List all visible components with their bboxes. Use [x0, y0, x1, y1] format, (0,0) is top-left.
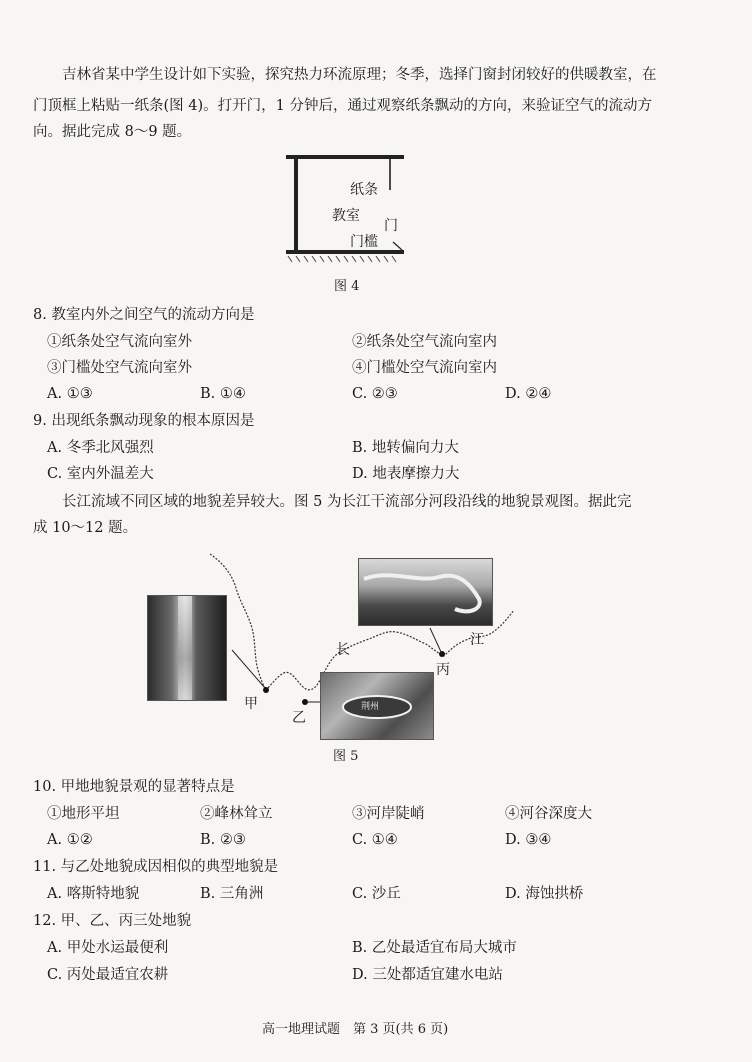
q11-option-d: D. 海蚀拱桥	[505, 886, 584, 902]
q11-stem: 11. 与乙处地貌成因相似的典型地貌是	[33, 859, 279, 875]
intro1-line1: 吉林省某中学生设计如下实验，探究热力环流原理；冬季，选择门窗封闭较好的供暖教室，在	[62, 67, 657, 83]
q12-option-a: A. 甲处水运最便利	[47, 940, 169, 956]
photo-sandbar-text: 荆州	[361, 702, 380, 712]
q12-option-d: D. 三处都适宜建水电站	[352, 967, 503, 983]
q10-option-b: B. ②③	[200, 832, 246, 848]
figure-4	[280, 150, 420, 272]
intro2-line2: 成 10～12 题。	[33, 520, 138, 536]
q8-option-b: B. ①④	[200, 386, 246, 402]
q12-option-c: C. 丙处最适宜农耕	[47, 967, 169, 983]
q10-item-1: ①地形平坦	[47, 806, 120, 822]
q11-option-a: A. 喀斯特地貌	[47, 886, 140, 902]
label-door: 门	[384, 218, 398, 234]
q9-option-b: B. 地转偏向力大	[352, 440, 459, 456]
jia-pointer	[232, 650, 265, 688]
q9-option-a: A. 冬季北风强烈	[47, 440, 154, 456]
figure-4-caption: 图 4	[334, 279, 360, 294]
q10-item-3: ③河岸陡峭	[352, 806, 425, 822]
q8-option-c: C. ②③	[352, 386, 398, 402]
q8-option-d: D. ②④	[505, 386, 552, 402]
q10-item-2: ②峰林耸立	[200, 806, 273, 822]
photo-meander	[358, 558, 493, 626]
label-bing: 丙	[436, 662, 450, 678]
bing-pointer	[430, 628, 442, 654]
q11-option-c: C. 沙丘	[352, 886, 401, 902]
label-yi: 乙	[292, 710, 306, 726]
q8-stem: 8. 教室内外之间空气的流动方向是	[33, 307, 255, 323]
label-chang: 长	[336, 642, 350, 658]
q10-option-c: C. ①④	[352, 832, 398, 848]
intro1-line3: 向。据此完成 8～9 题。	[33, 124, 192, 140]
q12-stem: 12. 甲、乙、丙三处地貌	[33, 913, 192, 929]
photo-sandbar	[320, 672, 434, 740]
intro1-line2: 门顶框上粘贴一纸条(图 4)。打开门，1 分钟后，通过观察纸条飘动的方向，来验证空气的流动方	[33, 98, 652, 114]
q11-option-b: B. 三角洲	[200, 886, 264, 902]
label-threshold: 门槛	[350, 234, 378, 250]
q8-item-2: ②纸条处空气流向室内	[352, 334, 497, 350]
figure-5	[140, 548, 560, 743]
threshold-pointer	[393, 242, 402, 250]
label-jiang: 江	[470, 632, 484, 648]
q9-option-d: D. 地表摩擦力大	[352, 466, 460, 482]
q12-option-b: B. 乙处最适宜布局大城市	[352, 940, 517, 956]
label-classroom: 教室	[332, 208, 360, 224]
figure-5-caption: 图 5	[333, 749, 359, 764]
q10-item-4: ④河谷深度大	[505, 806, 592, 822]
label-paper-strip: 纸条	[350, 182, 378, 198]
point-jia	[263, 687, 269, 693]
q10-option-a: A. ①②	[47, 832, 93, 848]
q8-item-3: ③门槛处空气流向室外	[47, 360, 192, 376]
label-jia: 甲	[244, 696, 258, 712]
q10-option-d: D. ③④	[505, 832, 552, 848]
q9-stem: 9. 出现纸条飘动现象的根本原因是	[33, 413, 255, 429]
intro2-line1: 长江流域不同区域的地貌差异较大。图 5 为长江干流部分河段沿线的地貌景观图。据此完	[62, 494, 632, 510]
page-footer: 高一地理试题 第 3 页(共 6 页)	[262, 1022, 449, 1037]
q8-item-1: ①纸条处空气流向室外	[47, 334, 192, 350]
q8-option-a: A. ①③	[47, 386, 93, 402]
q8-item-4: ④门槛处空气流向室内	[352, 360, 497, 376]
q10-stem: 10. 甲地地貌景观的显著特点是	[33, 779, 235, 795]
q9-option-c: C. 室内外温差大	[47, 466, 154, 482]
photo-gorge	[147, 595, 227, 701]
